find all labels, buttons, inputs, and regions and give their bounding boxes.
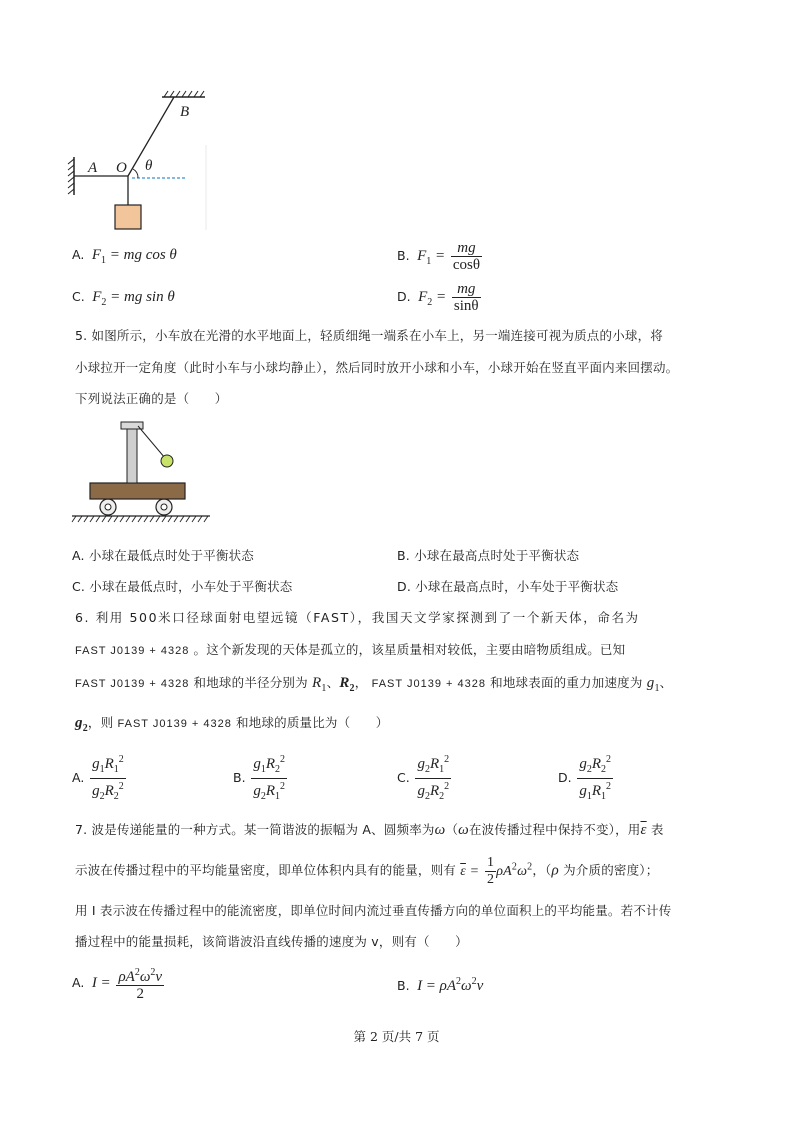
option-label: C.	[72, 289, 85, 304]
option-label: D.	[397, 288, 411, 304]
fraction: $\frac{g_2R_2^2}{g_1R_1^2}$	[579, 754, 612, 802]
q5-stem-line1: 5. 如图所示，小车放在光滑的水平地面上，轻质细绳一端系在小车上，另一端连接可视为质点的小球，将	[75, 328, 664, 343]
q6-stem-line3: FAST J0139 + 4328 和地球的半径分别为 $R_1$、$R_2$， FAST J0139 + 4328 和地球表面的重力加速度为 $g_1$、	[75, 675, 673, 694]
gravity-g2: $g_2$	[75, 715, 88, 734]
radius-r1: $R_1$	[312, 675, 327, 694]
celestial-name: FAST J0139 + 4328	[371, 678, 486, 690]
q6-stem-line4: $g_2$，则 FAST J0139 + 4328 和地球的质量比为（ ）	[75, 715, 389, 734]
celestial-name: FAST J0139 + 4328	[75, 645, 190, 657]
radius-r2: $R_2$	[339, 675, 355, 694]
page-footer: 第 2 页/共 7 页	[353, 1029, 440, 1044]
fraction: $\frac{\rho A^2\omega^2v}{2}$	[118, 967, 163, 1002]
q5-option-b[interactable]: B. 小球在最高点时处于平衡状态	[397, 548, 580, 563]
q5-stem-line3: 下列说法正确的是（ ）	[75, 391, 228, 406]
option-label: A.	[72, 247, 85, 262]
q4-option-b[interactable]: B. $F_1$ = $\frac{mg}{\cos\theta}$	[397, 240, 481, 273]
fraction: $\frac{mg}{\sin\theta}$	[453, 281, 479, 314]
q4-option-d[interactable]: D. $F_2$ = $\frac{mg}{\sin\theta}$	[397, 281, 479, 314]
q7-option-a[interactable]: A. I = $\frac{\rho A^2\omega^2v}{2}$	[72, 967, 163, 1002]
q5-option-a[interactable]: A. 小球在最低点时处于平衡状态	[72, 548, 254, 563]
q4-option-a[interactable]: A. $F_1$ = mg cos θ	[72, 247, 177, 266]
option-label: B.	[397, 247, 410, 263]
energy-density-formula: $\overline{\varepsilon}$ = $\frac{1}{2}$ $\rho A^2\omega^2$	[460, 855, 533, 887]
q6-stem-line1: 6. 利用 500米口径球面射电望远镜（FAST），我国天文学家探测到了一个新天体，命名为	[75, 610, 640, 625]
celestial-name: FAST J0139 + 4328	[117, 718, 232, 730]
fig1-label-theta: θ	[145, 158, 153, 174]
q7-stem-line4: 播过程中的能量损耗，该简谐波沿直线传播的速度为 v，则有（ ）	[75, 934, 468, 949]
q7-stem-line2: 示波在传播过程中的平均能量密度，即单位体积内具有的能量，则有 $\overline{\varepsilon}$ = $\frac{1}{2}$ $\rho A^2\omega^2$，（ρ 为介质的密度）；	[75, 855, 659, 887]
q6-option-b[interactable]: B. $\frac{g_1R_2^2}{g_2R_1^2}$	[233, 752, 287, 805]
fraction: $\frac{g_1R_2^2}{g_2R_1^2}$	[253, 754, 285, 802]
q6-option-d[interactable]: D. $\frac{g_2R_2^2}{g_1R_1^2}$	[558, 752, 613, 805]
q7-stem-line1: 7. 波是传递能量的一种方式。某一简谐波的振幅为 A、圆频率为ω（ω在波传播过程中保持不变），用$\overline{\varepsilon}$ 表	[75, 822, 664, 838]
figure-rope-rod	[60, 85, 220, 235]
gravity-g1: $g_1$	[646, 675, 660, 694]
q6-option-a[interactable]: A. $\frac{g_1R_1^2}{g_2R_2^2}$	[72, 752, 126, 805]
q7-stem-line3: 用 I 表示波在传播过程中的能流密度，即单位时间内流过垂直传播方向的单位面积上的平均能量。若不计传	[75, 903, 672, 918]
fraction: $\frac{g_1R_1^2}{g_2R_2^2}$	[92, 754, 124, 802]
q7-option-b[interactable]: B. $I = \rho A^2\omega^2v$	[397, 976, 484, 994]
q6-stem-line2: FAST J0139 + 4328 。这个新发现的天体是孤立的，该星质量相对较低，主要由暗物质组成。已知	[75, 642, 626, 657]
q5-option-c[interactable]: C. 小球在最低点时，小车处于平衡状态	[72, 579, 293, 594]
figure-cart-pendulum	[70, 418, 215, 526]
fig1-label-o: O	[116, 160, 127, 176]
q6-option-c[interactable]: C. $\frac{g_2R_1^2}{g_2R_2^2}$	[397, 752, 451, 805]
fraction: $\frac{mg}{\cos\theta}$	[452, 240, 481, 273]
q4-option-c[interactable]: C. $F_2$ = mg sin θ	[72, 289, 175, 308]
celestial-name: FAST J0139 + 4328	[75, 678, 190, 690]
fraction: $\frac{g_2R_1^2}{g_2R_2^2}$	[417, 754, 450, 802]
q5-stem-line2: 小球拉开一定角度（此时小车与小球均静止），然后同时放开小球和小车，小球开始在竖直平面内来回摆动。	[75, 360, 679, 375]
fig1-label-b: B	[180, 104, 190, 120]
q5-option-d[interactable]: D. 小球在最高点时，小车处于平衡状态	[397, 579, 619, 594]
fig1-label-a: A	[88, 160, 98, 176]
